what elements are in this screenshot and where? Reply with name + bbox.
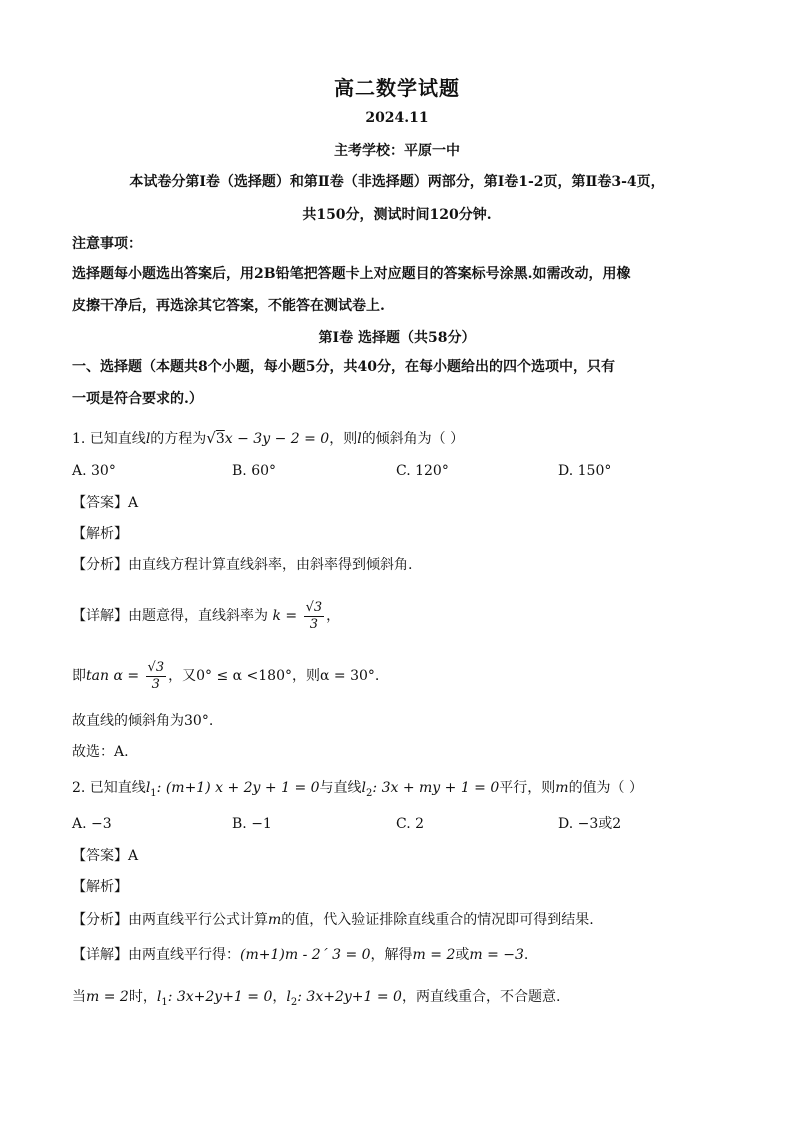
- section-heading-line-2: 一项是符合要求的.）: [72, 391, 203, 407]
- q1-tan-text: 即: [72, 668, 86, 684]
- q1-choose: 故选：A.: [72, 744, 129, 760]
- notice-line-1: 选择题每小题选出答案后，用2B铅笔把答题卡上对应题目的答案标号涂黑.如需改动，用橡: [72, 266, 631, 282]
- q1-detail-text: 【详解】由题意得，直线斜率为: [72, 608, 268, 624]
- q1-stem: [72, 428, 464, 449]
- subscript: 2: [366, 787, 373, 799]
- q2-case-text: 时，: [128, 989, 157, 1005]
- q2-case-equation-1: : 3x+2y+1 = 0: [167, 989, 273, 1005]
- q2-stem-text: 2. 已知直线: [72, 780, 146, 796]
- q2-line-l2: l: [286, 989, 291, 1005]
- q2-line-l1: l: [156, 989, 162, 1005]
- q2-var-m: m: [555, 780, 569, 796]
- fraction-numerator: √3: [147, 659, 165, 675]
- q2-option-d: D. −3或2: [558, 816, 622, 832]
- q2-fenxi-text: 的值，代入验证排除直线重合的情况即可得到结果.: [281, 912, 594, 928]
- q1-detail: [72, 596, 340, 636]
- q2-case-text: ，: [272, 989, 287, 1005]
- q1-stem-text: 的倾斜角为（ ）: [361, 431, 465, 447]
- fraction-denominator: 3: [309, 616, 318, 632]
- fraction-denominator: 3: [151, 676, 160, 692]
- q2-case: [72, 987, 560, 1013]
- q2-solution-1: m = 2: [412, 947, 456, 963]
- q2-stem-text: 与直线: [319, 780, 362, 796]
- q1-var-l: l: [357, 431, 362, 447]
- q2-case-equation-2: : 3x+2y+1 = 0: [297, 989, 402, 1005]
- q1-tan-line: [72, 656, 379, 696]
- q1-option-c: C. 120°: [396, 463, 449, 479]
- q2-fenxi-text: 【分析】由两直线平行公式计算: [72, 912, 268, 928]
- notice-label: 注意事项：: [72, 236, 142, 252]
- q2-option-a: A. −3: [72, 816, 112, 832]
- q2-detail-text: ，解得: [370, 947, 413, 963]
- exam-date: 2024.11: [365, 110, 429, 126]
- sqrt-argument: 3: [215, 431, 225, 447]
- q1-stem-text: ，则: [329, 431, 358, 447]
- q2-answer: 【答案】A: [72, 848, 139, 864]
- q2-case-text: 当: [72, 989, 86, 1005]
- q1-var-l: l: [145, 431, 151, 447]
- q2-detail-text: .: [523, 947, 529, 963]
- q1-tan-text: ，又0° ≤ α <180°，则α = 30°.: [168, 668, 380, 684]
- q1-conclusion: 故直线的倾斜角为30°.: [72, 713, 214, 729]
- q2-fenxi: [72, 910, 594, 930]
- subscript: 1: [161, 996, 168, 1008]
- page-title: 高二数学试题: [334, 76, 460, 100]
- q1-option-d: D. 150°: [558, 463, 612, 479]
- q2-detail-text: 或: [455, 947, 470, 963]
- q2-option-b: B. −1: [232, 816, 272, 832]
- q2-equation-1: : (m+1) x + 2y + 1 = 0: [156, 780, 320, 796]
- tan-expression: tan α =: [86, 668, 140, 684]
- q2-case-m: m = 2: [86, 989, 129, 1005]
- subscript: 2: [290, 996, 298, 1008]
- q2-analysis-label: 【解析】: [72, 879, 128, 895]
- q1-fenxi: 【分析】由直线方程计算直线斜率，由斜率得到倾斜角.: [72, 557, 413, 573]
- q1-detail-text: ，: [326, 608, 341, 624]
- q1-stem-text: 的方程为: [150, 431, 207, 447]
- q2-detail-text: 【详解】由两直线平行得：: [72, 947, 240, 963]
- intro-line-1: 本试卷分第Ⅰ卷（选择题）和第Ⅱ卷（非选择题）两部分，第Ⅰ卷1-2页，第Ⅱ卷3-4页，: [129, 174, 665, 190]
- q2-var-m: m: [268, 912, 282, 928]
- slope-var: k =: [272, 608, 298, 624]
- q2-stem: [72, 778, 643, 804]
- host-school: 主考学校：平原一中: [334, 143, 460, 159]
- q2-option-c: C. 2: [396, 816, 425, 832]
- q2-detail: [72, 945, 528, 965]
- q2-line-l2: l: [361, 780, 367, 796]
- q1-option-b: B. 60°: [232, 463, 277, 479]
- q2-equation-2: : 3x + my + 1 = 0: [372, 780, 500, 796]
- q2-solution-2: m = −3: [469, 947, 524, 963]
- notice-line-2: 皮擦干净后，再选涂其它答案，不能答在测试卷上.: [72, 298, 385, 314]
- q1-stem-text: 1. 已知直线: [72, 431, 146, 447]
- q2-stem-text: 平行，则: [499, 780, 556, 796]
- intro-line-2: 共150分，测试时间120分钟.: [302, 207, 492, 223]
- section-title: 第Ⅰ卷 选择题（共58分）: [318, 330, 476, 346]
- q2-stem-text: 的值为（ ）: [568, 780, 644, 796]
- subscript: 1: [150, 787, 157, 799]
- fraction-sqrt3-over-3: [146, 660, 167, 693]
- q1-equation: x − 3y − 2 = 0: [224, 431, 330, 447]
- q2-detail-equation: (m+1)m - 2ˊ 3 = 0: [240, 947, 371, 963]
- q2-case-text: ，两直线重合，不合题意.: [401, 989, 561, 1005]
- section-heading-line-1: 一、选择题（本题共8个小题，每小题5分，共40分，在每小题给出的四个选项中，只有: [72, 359, 615, 375]
- q1-analysis-label: 【解析】: [72, 526, 128, 542]
- q1-answer: 【答案】A: [72, 495, 139, 511]
- q2-line-l1: l: [145, 780, 151, 796]
- sqrt-symbol: √: [206, 429, 216, 447]
- fraction-sqrt3-over-3: [304, 600, 325, 633]
- fraction-numerator: √3: [305, 599, 323, 615]
- q1-option-a: A. 30°: [72, 463, 116, 479]
